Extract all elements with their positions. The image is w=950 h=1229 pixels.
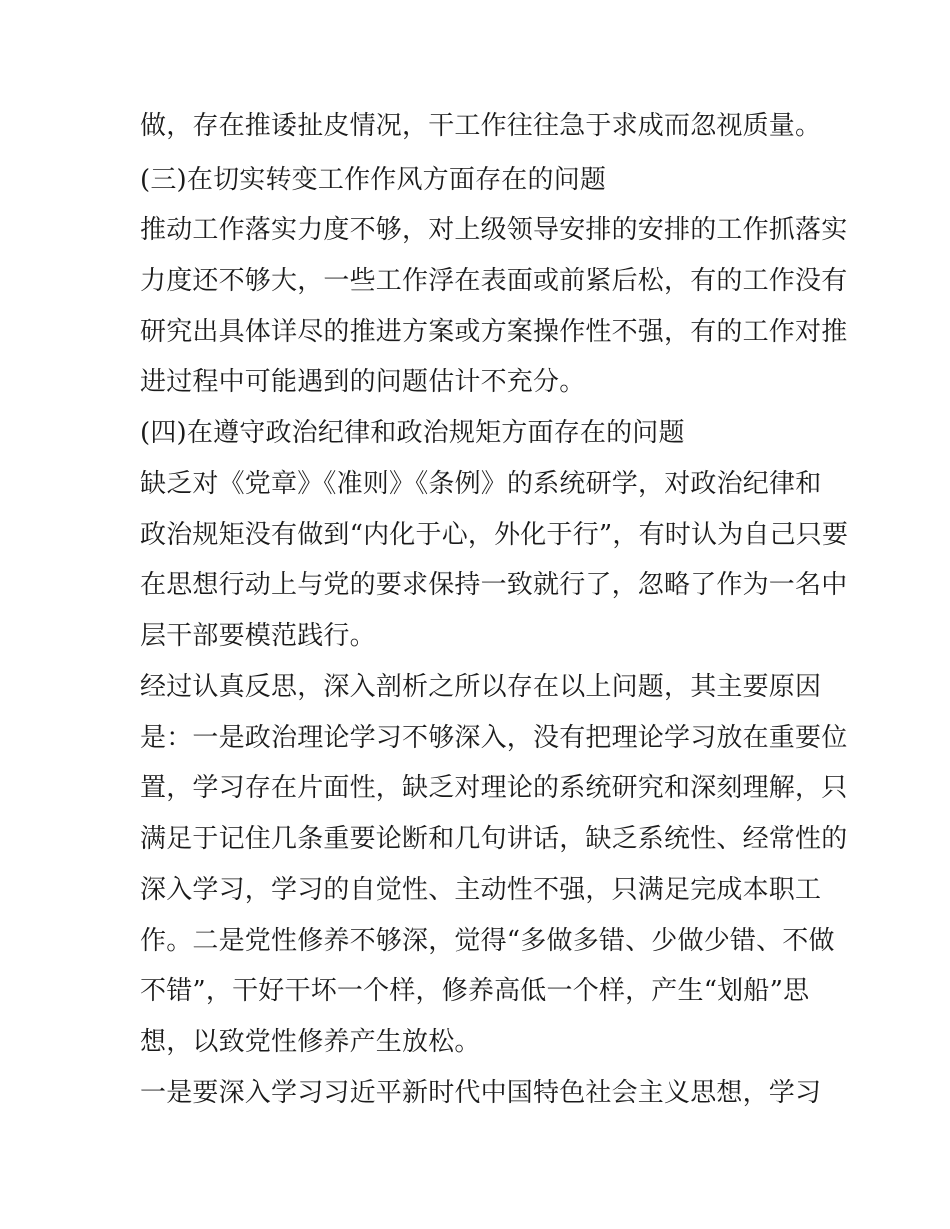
text-line: 满足于记住几条重要论断和几句讲话，缺乏系统性、经常性的 [140, 824, 848, 854]
text-line: 政治规矩没有做到“内化于心，外化于行”，有时认为自己只要 [140, 520, 849, 550]
text-line: 做，存在推诿扯皮情况，干工作往往急于求成而忽视质量。 [140, 111, 822, 141]
section-heading: (三)在切实转变工作作风方面存在的问题 [140, 165, 607, 195]
text-line: 缺乏对《党章》《准则》《条例》的系统研学，对政治纪律和 [140, 469, 822, 499]
text-line: 想，以致党性修养产生放松。 [140, 1027, 481, 1057]
text-line: 在思想行动上与党的要求保持一致就行了，忽略了作为一名中 [140, 570, 848, 600]
text-line: 研究出具体详尽的推进方案或方案操作性不强，有的工作对推 [140, 317, 848, 347]
text-line: 是：一是政治理论学习不够深入，没有把理论学习放在重要位 [140, 723, 848, 753]
text-line: 一是要深入学习习近平新时代中国特色社会主义思想，学习 [140, 1078, 822, 1108]
text-line: 推动工作落实力度不够，对上级领导安排的安排的工作抓落实 [140, 215, 848, 245]
section-heading: (四)在遵守政治纪律和政治规矩方面存在的问题 [140, 418, 685, 448]
text-line: 层干部要模范践行。 [140, 621, 376, 651]
text-line: 不错”，干好干坏一个样，修养高低一个样，产生“划船”思 [140, 976, 810, 1006]
text-line: 作。二是党性修养不够深，觉得“多做多错、少做少错、不做 [140, 926, 835, 956]
text-line: 力度还不够大，一些工作浮在表面或前紧后松，有的工作没有 [140, 266, 848, 296]
text-line: 进过程中可能遇到的问题估计不充分。 [140, 367, 586, 397]
text-line: 经过认真反思，深入剖析之所以存在以上问题，其主要原因 [140, 672, 822, 702]
text-line: 置，学习存在片面性，缺乏对理论的系统研究和深刻理解，只 [140, 773, 848, 803]
text-line: 深入学习，学习的自觉性、主动性不强，只满足完成本职工 [140, 875, 822, 905]
